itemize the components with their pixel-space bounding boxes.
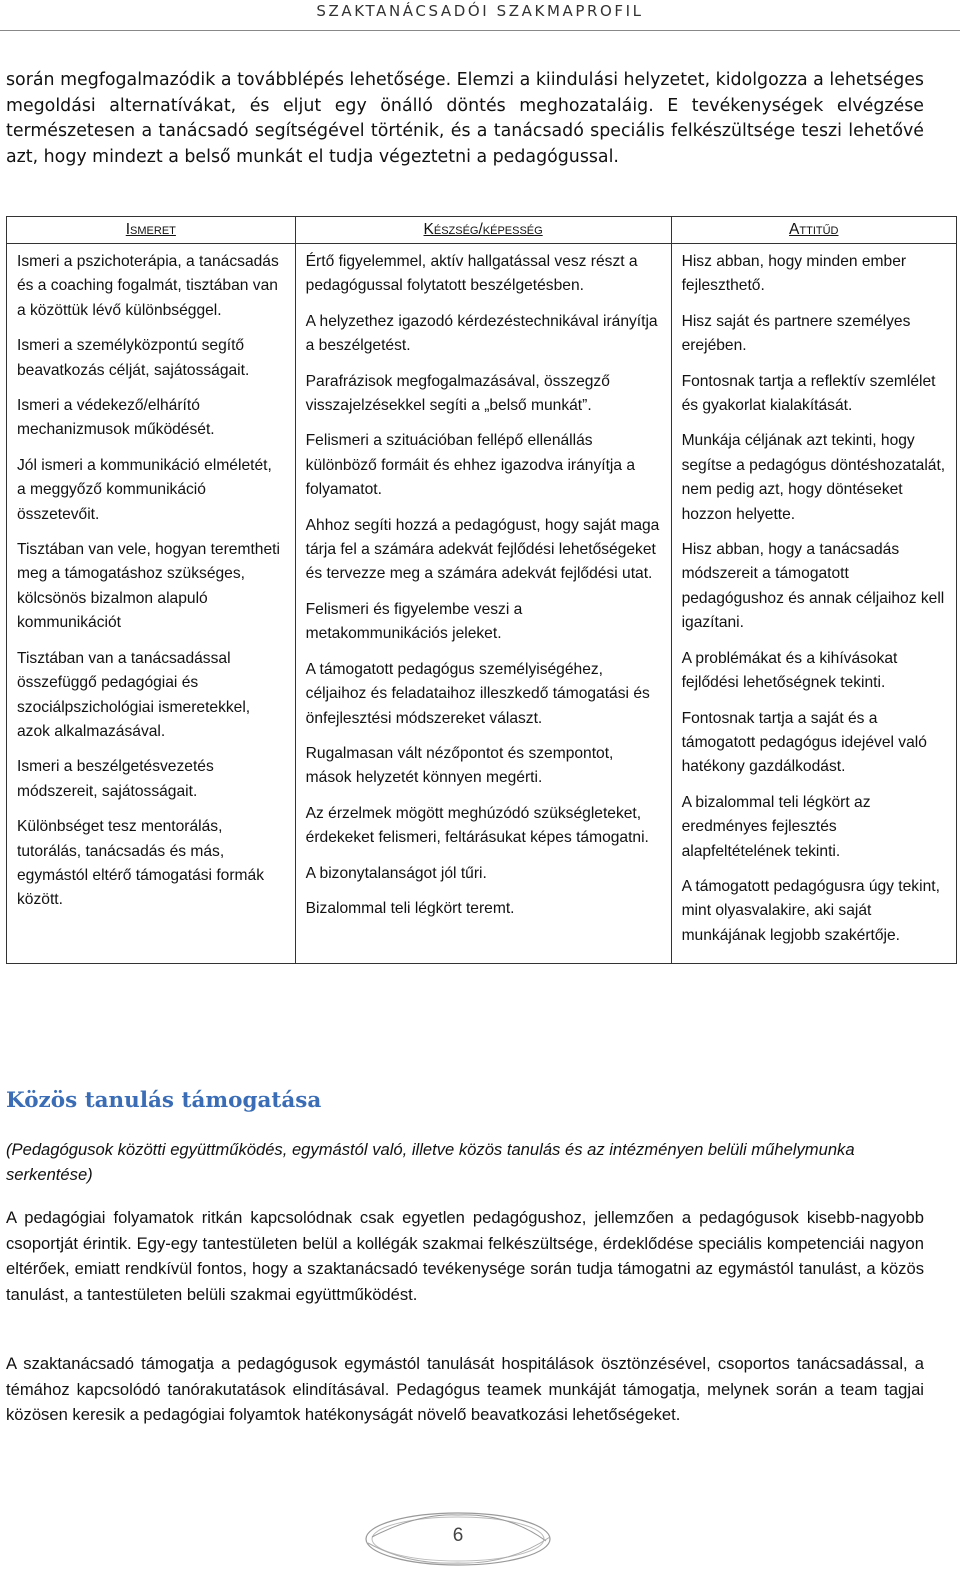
body-paragraph: A szaktanácsadó támogatja a pedagógusok egymástól tanulását hospitálások ösztönzésével, csoportos tanácsadással, a témához kapcsolódó tanórakutatások elindításával. Pedagógus teamek munkáját támogatja, melynek során a team tagjai közösen keresik a pedagógiai folyamtok hatékonyságát növelő beavatkozási lehetőségeket.: [6, 1354, 924, 1424]
keszseg-cell: [295, 244, 671, 964]
list-item: A bizonytalanságot jól tűri.: [305, 864, 487, 882]
list-item: Ahhoz segíti hozzá a pedagógust, hogy saját maga tárja fel a számára adekvát fejlődési lehetőségeket és tervezze meg a számára adekvát fejlődési utat.: [305, 516, 660, 583]
list-item: Ismeri a pszichoterápia, a tanácsadás és a coaching fogalmát, tisztában van a közöttük lévő különbséggel.: [17, 253, 279, 319]
header-ismeret: Ismeret: [7, 217, 296, 244]
list-item: Hisz saját és partnere személyes erejében.: [681, 312, 911, 355]
list-item: Tisztában van vele, hogyan teremtheti meg a támogatáshoz szükséges, kölcsönös bizalmon alapuló kommunikációt: [17, 541, 280, 632]
intro-text: során megfogalmazódik a továbblépés lehetősége. Elemzi a kiindulási helyzetet, kidolgozza a lehetséges megoldási alternatívákat, és eljut egy önálló döntés meghozataláig. E tevékenységek elvégzése természetesen a tanácsadó segítségével történik, és a tanácsadó speciális felkészültsége teszi lehetővé azt, hogy mindezt a belső munkát el tudja végeztetni a pedagógussal.: [6, 70, 924, 167]
list-item: Ismeri a személyközpontú segítő beavatkozás célját, sajátosságait.: [17, 337, 250, 379]
list-item: Fontosnak tartja a reflektív szemlélet és gyakorlat kialakítását.: [681, 372, 936, 415]
list-item: Ismeri a beszélgetésvezetés módszereit, sajátosságait.: [17, 758, 214, 800]
list-item: A helyzethez igazodó kérdezéstechnikával irányítja a beszélgetést.: [305, 312, 658, 355]
list-item: Parafrázisok megfogalmazásával, összegző visszajelzésekkel segíti a „belső munkát”.: [305, 372, 610, 415]
list-item: Fontosnak tartja a saját és a támogatott pedagógus idejével való hatékony gazdálkodást.: [681, 709, 927, 776]
ismeret-cell: [7, 244, 296, 964]
table-header-row: [7, 217, 957, 244]
list-item: A problémákat és a kihívásokat fejlődési lehetőségnek tekinti.: [681, 649, 898, 692]
section-title: Közös tanulás támogatása: [6, 1088, 322, 1113]
list-item: Különbséget tesz mentorálás, tutorálás, tanácsadás és más, egymástól eltérő támogatási formák között.: [17, 818, 265, 909]
list-item: Felismeri a szituációban fellépő ellenállás különböző formáit és ehhez igazodva irányítja a folyamatot.: [305, 432, 636, 499]
section-subtitle: (Pedagógusok közötti együttműködés, egymástól való, illetve közös tanulás és az intézményen belüli műhelymunka serkentése): [6, 1140, 855, 1184]
list-item: Az érzelmek mögött meghúzódó szükségleteket, érdekeket felismeri, feltárásukat képes támogatni.: [305, 804, 649, 847]
list-item: Felismeri és figyelembe veszi a metakommunikációs jeleket.: [305, 600, 523, 643]
header-attitud: Attitűd: [671, 217, 956, 244]
intro-paragraph: [6, 68, 924, 170]
header-keszseg: Készség/képesség: [295, 217, 671, 244]
body-paragraph: A pedagógiai folyamatok ritkán kapcsolódnak csak egyetlen pedagógushoz, jellemzően a pedagógusok kisebb-nagyobb csoportját érintik. Egy-egy tantestületen belül a kollégák szakmai felkészültsége, érdeklődése speciális kompetenciái nagyon eltérőek, emiatt rendkívül fontos, hogy a szaktanácsadó tevékenysége során tudja támogatni az egymástól tanulást, a közös tanulást, a tantestületen belüli szakmai együttműködést.: [6, 1208, 924, 1304]
list-item: Hisz abban, hogy minden ember fejleszthető.: [681, 253, 907, 295]
list-item: Hisz abban, hogy a tanácsadás módszereit a támogatott pedagógushoz és annak céljaihoz kell igazítani.: [681, 541, 945, 632]
list-item: Jól ismeri a kommunikáció elméletét, a meggyőző kommunikáció összetevőit.: [17, 456, 272, 523]
list-item: Tisztában van a tanácsadással összefüggő pedagógiai és szociálpszichológiai ismeretekkel, azok alkalmazásával.: [17, 649, 251, 740]
list-item: Bizalommal teli légkört teremt.: [305, 899, 515, 917]
running-header: SZAKTANÁCSADÓI SZAKMAPROFIL: [316, 2, 644, 20]
list-item: Ismeri a védekező/elhárító mechanizmusok működését.: [17, 397, 215, 439]
page-number: 6: [452, 1525, 464, 1546]
list-item: A támogatott pedagógusra úgy tekint, mint olyasvalakire, aki saját munkájának legjobb szakértője.: [681, 877, 940, 944]
page-footer: [358, 1503, 558, 1573]
list-item: Értő figyelemmel, aktív hallgatással vesz részt a pedagógussal folytatott beszélgetésben.: [305, 253, 638, 295]
list-item: A bizalommal teli légkört az eredményes fejlesztés alapfeltételének tekinti.: [681, 793, 871, 860]
list-item: Munkája céljának azt tekinti, hogy segítse a pedagógus döntéshozatalát, nem pedig azt, hogy döntéseket hozzon helyette.: [681, 432, 946, 523]
competency-table: [6, 216, 957, 964]
list-item: A támogatott pedagógus személyiségéhez, céljaihoz és feladataihoz illeszkedő támogatási és önfejlesztési módszereket választ.: [305, 660, 650, 727]
table-row: [7, 244, 957, 964]
list-item: Rugalmasan vált nézőpontot és szempontot, mások helyzetét könnyen megérti.: [305, 744, 614, 787]
attitud-cell: [671, 244, 956, 964]
header-divider: [0, 30, 960, 31]
